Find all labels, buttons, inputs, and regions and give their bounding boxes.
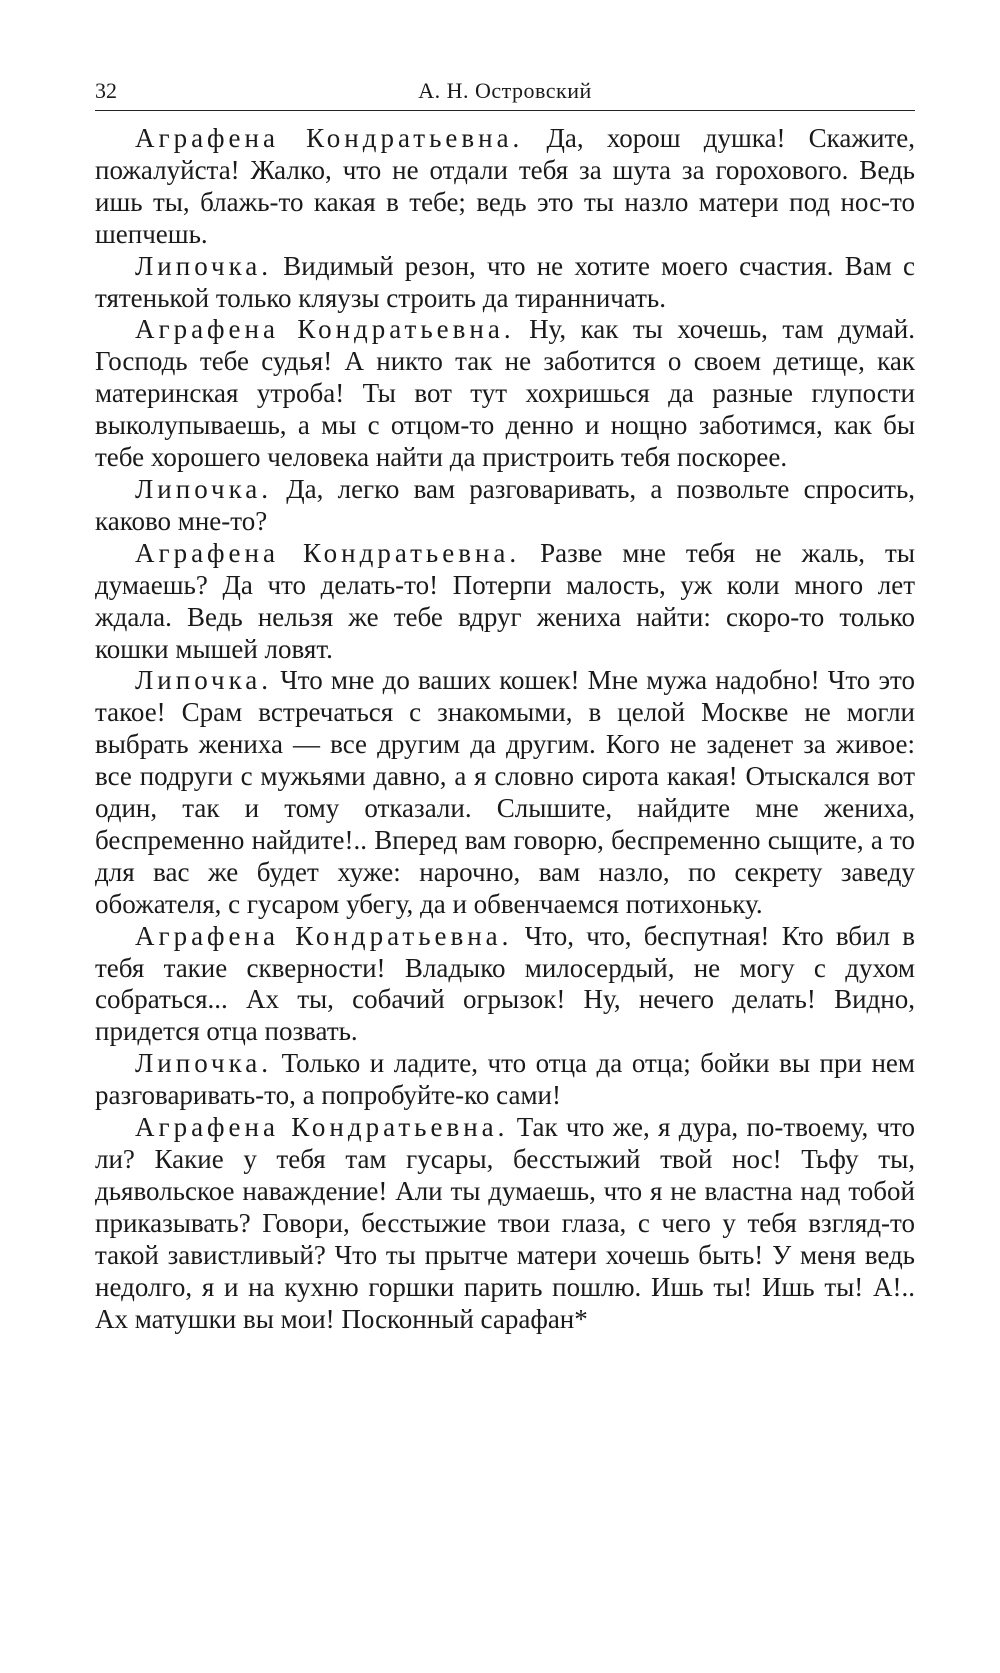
dialogue-paragraph <box>95 1112 915 1335</box>
speaker-name: Аграфена Кондратьевна. <box>135 1112 509 1143</box>
dialogue-text: Что, что, беспутная! Кто вбил в тебя такие скверности! Владыко милосердый, не могу с духом собраться... Ах ты, собачий огрызок! Ну, нечего делать! Видно, придется отца позвать. <box>95 920 915 1047</box>
dialogue-paragraph <box>95 921 915 1049</box>
dialogue-text: Только и ладите, что отца да отца; бойки вы при нем разговаривать-то, а попробуйте-ко сами! <box>95 1048 916 1111</box>
dialogue-text: Разве мне тебя не жаль, ты думаешь? Да что делать-то! Потерпи малость, уж коли много лет ждала. Ведь нельзя же тебе вдруг жениха найти: скоро-то только кошки мышей ловят. <box>95 537 916 664</box>
dialogue-paragraph <box>95 251 915 315</box>
dialogue-paragraph <box>95 123 915 251</box>
running-head: А. Н. Островский <box>418 78 592 103</box>
dialogue-text: Что мне до ваших кошек! Мне мужа надобно! Что это такое! Срам встречаться с знакомыми, в целой Москве не могли выбрать жениха — все другим да другим. Кого не заденет за живое: все подруги с мужьями давно, а я словно сирота какая! Отыскался вот один, так и тому отказали. Слышите, найдите мне жениха, беспременно найдите!.. Вперед вам говорю, беспременно сыщите, а то для вас же будет хуже: нарочно, вам назло, по секрету заведу обожателя, с гусаром убегу, да и обвенчаемся потихоньку. <box>95 665 915 919</box>
dialogue-text: Так что же, я дура, по-твоему, что ли? Какие у тебя там гусары, бесстыжий твой нос! Тьфу ты, дьявольское наваждение! Али ты думаешь, что я не властна над тобой приказывать? Говори, бесстыжие твои глаза, с чего у тебя взгляд-то такой завистливый? Что ты прытче матери хочешь быть! У меня ведь недолго, я и на кухню горшки парить пошлю. Ишь ты! Ишь ты! А!.. Ах матушки вы мои! Посконный сарафан* <box>95 1112 916 1334</box>
speaker-name: Липочка. <box>135 665 273 696</box>
dialogue-paragraph <box>95 1048 915 1112</box>
speaker-name: Аграфена Кондратьевна. <box>135 123 524 153</box>
dialogue-text: Ну, как ты хочешь, там думай. Господь тебе судья! А никто так не заботится о своем детище, как материнская утроба! Ты вот тут хохришься да разные глупости выколупываешь, а мы с отцом-то денно и нощно заботимся, как бы тебе хорошего человека найти да пристроить тебя поскорее. <box>95 314 916 473</box>
speaker-name: Липочка. <box>135 473 273 504</box>
speaker-name: Аграфена Кондратьевна. <box>135 920 513 951</box>
dialogue-paragraph <box>95 538 915 666</box>
dialogue-text: Да, хорош душка! Скажите, пожалуйста! Жалко, что не отдали тебя за шута за горохового. Ведь ишь ты, блажь-то какая в тебе; ведь это ты назло матери под нос-то шепчешь. <box>95 123 915 249</box>
speaker-name: Липочка. <box>135 250 273 281</box>
book-page <box>95 0 915 1335</box>
page-header <box>95 0 915 111</box>
speaker-name: Аграфена Кондратьевна. <box>135 537 521 568</box>
speaker-name: Липочка. <box>135 1048 273 1079</box>
dialogue-paragraph <box>95 665 915 920</box>
dialogue-text: Видимый резон, что не хотите моего счастия. Вам с тятенькой только кляузы строить да тиранничать. <box>95 250 916 313</box>
speaker-name: Аграфена Кондратьевна. <box>135 314 515 345</box>
dialogue-text: Да, легко вам разговаривать, а позвольте спросить, каково мне-то? <box>95 473 916 536</box>
page-body <box>95 123 915 1335</box>
dialogue-paragraph <box>95 474 915 538</box>
dialogue-paragraph <box>95 314 915 474</box>
page-number: 32 <box>95 78 117 103</box>
